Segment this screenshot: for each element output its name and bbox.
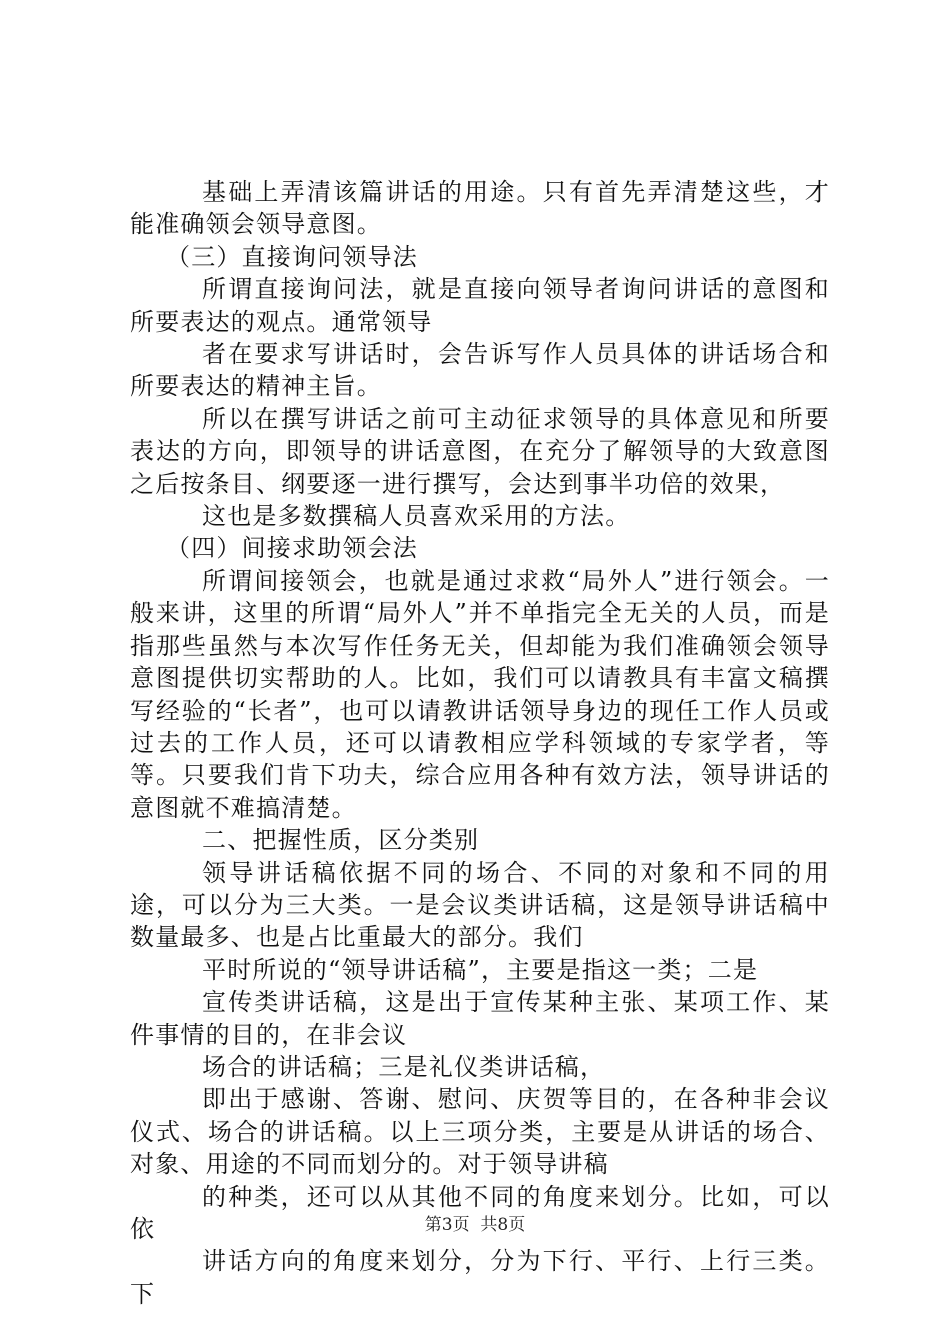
section-heading: （四）间接求助领会法 — [166, 534, 418, 563]
section-heading: （三）直接询问领导法 — [166, 242, 418, 271]
document-body — [130, 176, 830, 1310]
page-footer — [0, 1210, 950, 1235]
paragraph: 所谓间接领会，也就是通过求救“局外人”进行领会。一般来讲，这里的所谓“局外人”并不单指完全无关的人员，而是指那些虽然与本次写作任务无关，但却能为我们准确领会领导意图提供切实帮助的人。比如，我们可以请教具有丰富文稿撰写经验的“长者”，也可以请教讲话领导身边的现任工作人员或过去的工作人员，还可以请教相应学科领域的专家学者，等等。只要我们肯下功夫，综合应用各种有效方法，领导讲话的意图就不难搞清楚。 — [130, 566, 830, 822]
paragraph: 基础上弄清该篇讲话的用途。只有首先弄清楚这些，才能准确领会领导意图。 — [130, 178, 830, 239]
paragraph: 平时所说的“领导讲话稿”，主要是指这一类；二是 — [202, 955, 759, 984]
page-number-label: 第3页 共8页 — [424, 1215, 526, 1235]
paragraph: 所谓直接询问法，就是直接向领导者询问讲话的意图和所要表达的观点。通常领导 — [130, 275, 830, 336]
paragraph: 讲话方向的角度来划分，分为下行、平行、上行三类。下 — [130, 1247, 830, 1308]
paragraph: 领导讲话稿依据不同的场合、不同的对象和不同的用途，可以分为三大类。一是会议类讲话稿，这是领导讲话稿中数量最多、也是占比重最大的部分。我们 — [130, 858, 830, 952]
paragraph: 即出于感谢、答谢、慰问、庆贺等目的，在各种非会议仪式、场合的讲话稿。以上三项分类，主要是从讲话的场合、对象、用途的不同而划分的。对于领导讲稿 — [130, 1085, 830, 1179]
paragraph: 这也是多数撰稿人员喜欢采用的方法。 — [202, 502, 631, 531]
paragraph: 者在要求写讲话时，会告诉写作人员具体的讲话场合和所要表达的精神主旨。 — [130, 340, 830, 401]
section-heading: 二、把握性质，区分类别 — [202, 826, 480, 855]
paragraph: 场合的讲话稿；三是礼仪类讲话稿， — [202, 1052, 606, 1081]
paragraph: 所以在撰写讲话之前可主动征求领导的具体意见和所要表达的方向，即领导的讲话意图，在充分了解领导的大致意图之后按条目、纲要逐一进行撰写，会达到事半功倍的效果， — [130, 404, 830, 498]
paragraph: 的种类，还可以从其他不同的角度来划分。比如，可以依 — [130, 1182, 830, 1243]
paragraph: 宣传类讲话稿，这是出于宣传某种主张、某项工作、某件事情的目的，在非会议 — [130, 988, 830, 1049]
